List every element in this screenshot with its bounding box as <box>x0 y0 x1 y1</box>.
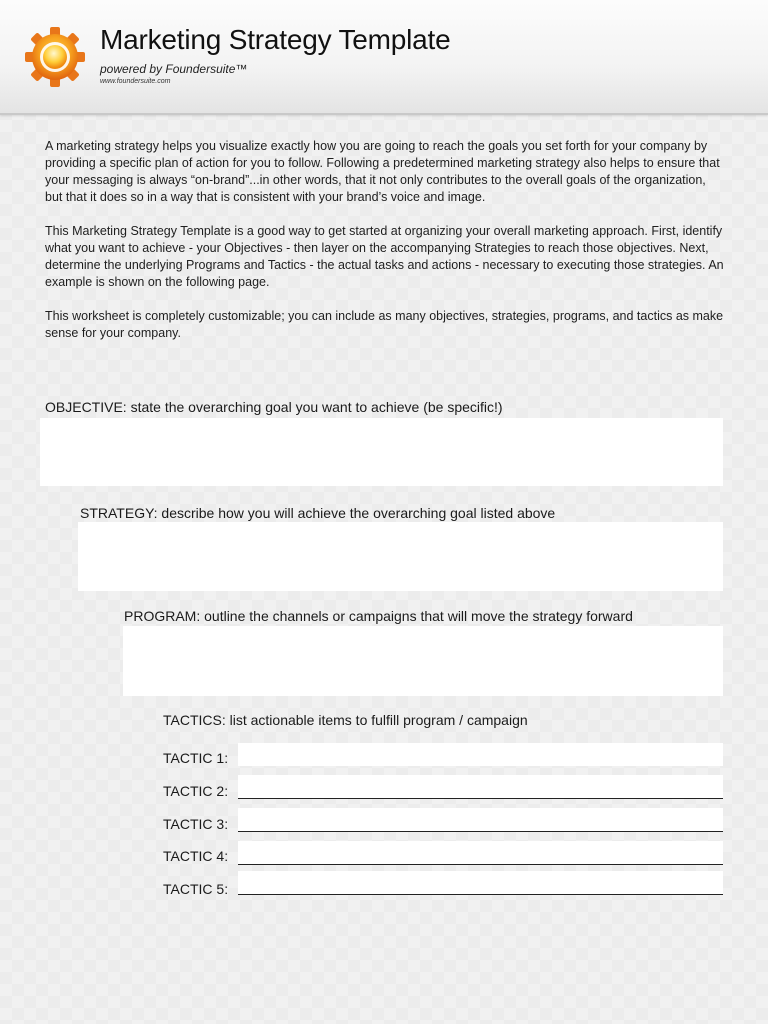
program-label: PROGRAM: outline the channels or campaigns that will move the strategy forward <box>124 608 633 624</box>
page-title: Marketing Strategy Template <box>100 24 451 55</box>
objective-field[interactable] <box>40 418 723 486</box>
tactic-1-label: TACTIC 1: <box>163 750 229 766</box>
tactic-2-label: TACTIC 2: <box>163 783 229 799</box>
intro-paragraph: This Marketing Strategy Template is a good way to get started at organizing your overall marketing approach. First, identify what you want to achieve - your Objectives - then layer on the accompanying Strategies to reach those objectives. Next, determine the underlying Programs and Tactics - the actual tasks and actions - necessary to executing those strategies. An example is shown on the following page. <box>45 224 724 289</box>
powered-by-text: powered by Foundersuite™ <box>100 62 248 76</box>
tactic-2-field[interactable] <box>238 775 723 799</box>
tactic-3-field[interactable] <box>238 808 723 832</box>
page-header <box>0 0 768 115</box>
tactic-4-field[interactable] <box>238 841 723 865</box>
tactics-label: TACTICS: list actionable items to fulfill program / campaign <box>163 712 528 728</box>
strategy-label: STRATEGY: describe how you will achieve the overarching goal listed above <box>80 505 556 521</box>
objective-label: OBJECTIVE: state the overarching goal you want to achieve (be specific!) <box>45 399 503 415</box>
tactic-5-field[interactable] <box>238 871 723 895</box>
tactic-5-label: TACTIC 5: <box>163 881 229 897</box>
website-link[interactable]: www.foundersuite.com <box>100 78 171 85</box>
strategy-field[interactable] <box>78 522 723 591</box>
program-field[interactable] <box>123 626 723 696</box>
gear-logo-icon <box>24 26 86 88</box>
tactic-3-label: TACTIC 3: <box>163 816 229 832</box>
tactic-4-label: TACTIC 4: <box>163 848 229 864</box>
tactic-1-field[interactable] <box>238 743 723 766</box>
intro-text <box>45 138 725 359</box>
intro-paragraph: A marketing strategy helps you visualize exactly how you are going to reach the goals you set forth for your company by providing a specific plan of action for you to follow. Following a predetermined marketing strategy also helps to ensure that your messaging is always “on-brand”...in other words, that it not only contributes to the overall goals of the organization, but that it does so in a way that is consistent with your brand’s voice and image. <box>45 139 720 204</box>
intro-paragraph: This worksheet is completely customizable; you can include as many objectives, strategies, programs, and tactics as make sense for your company. <box>45 309 724 340</box>
